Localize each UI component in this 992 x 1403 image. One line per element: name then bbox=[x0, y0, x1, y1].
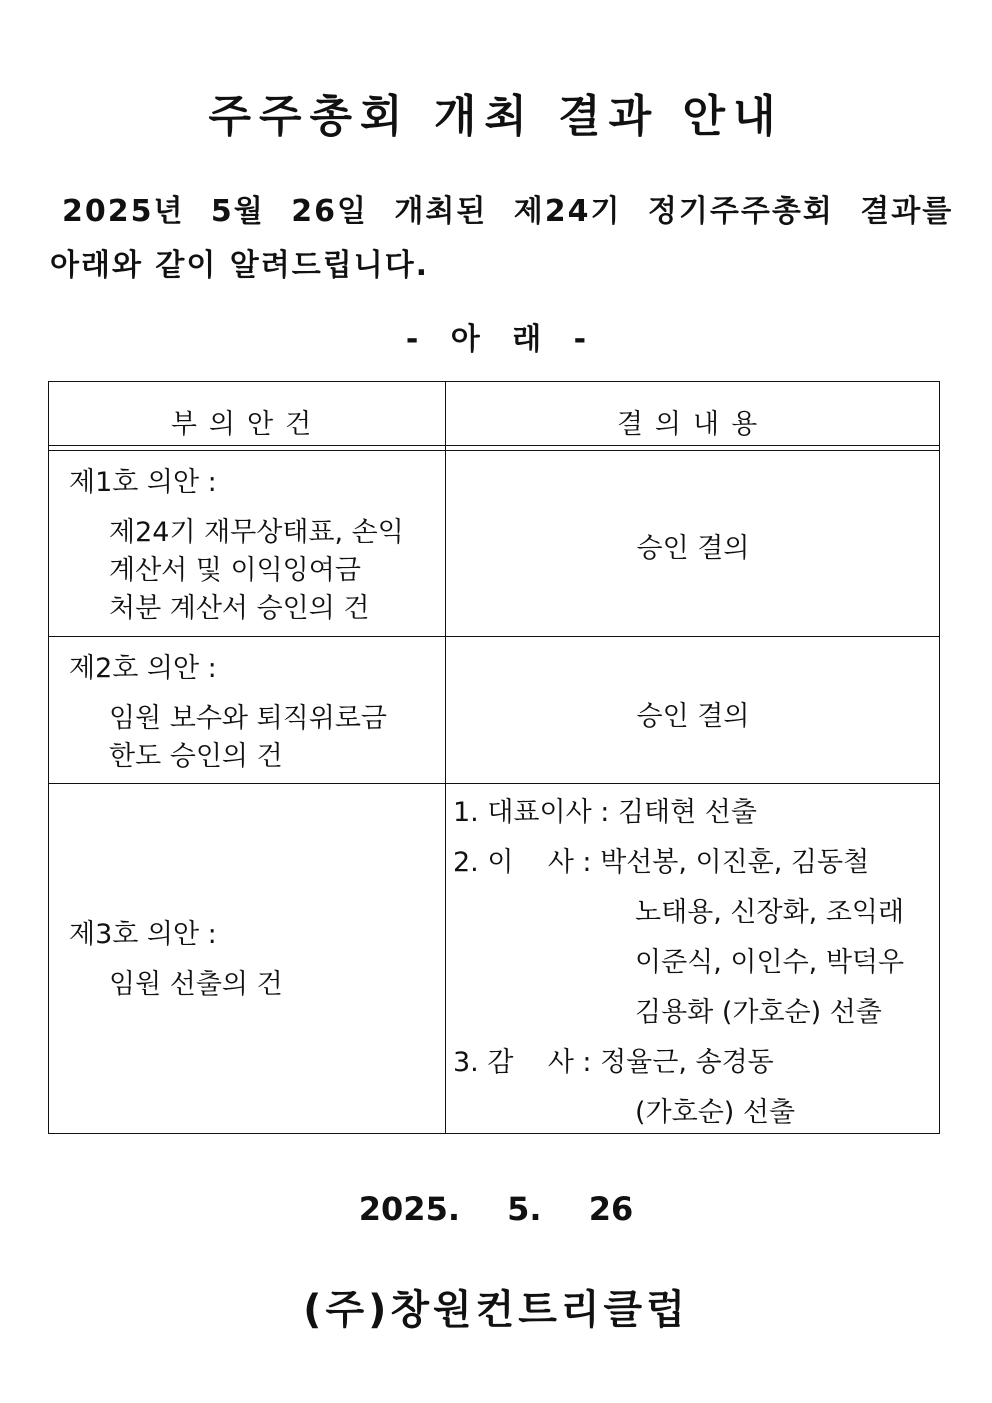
header-result: 결의내용 bbox=[616, 409, 770, 440]
intro-line-1: 2025년 5월 26일 개최된 제24기 정기주주총회 결과를 bbox=[62, 194, 954, 229]
row2-agenda-line: 한도 승인의 건 bbox=[109, 741, 283, 772]
row3-result-line: 김용화 (가호순) 선출 bbox=[635, 997, 882, 1028]
row2-agenda-title: 제2호 의안 : bbox=[69, 653, 217, 684]
column-divider bbox=[445, 382, 446, 1133]
row2-agenda bbox=[69, 650, 387, 776]
row1-agenda-line: 처분 계산서 승인의 건 bbox=[109, 593, 370, 624]
row3-agenda bbox=[69, 916, 283, 1004]
row3-result-line: 노태용, 신장화, 조익래 bbox=[635, 897, 905, 928]
document-title: 주주총회 개최 결과 안내 bbox=[208, 91, 784, 142]
row3-result-line: 3. 감 사 : 정율근, 송경동 bbox=[453, 1047, 774, 1078]
section-heading: - 아 래 - bbox=[405, 322, 587, 357]
row3-agenda-title: 제3호 의안 : bbox=[69, 919, 217, 950]
row1-agenda-line: 제24기 재무상태표, 손익 bbox=[109, 517, 404, 548]
header-agenda: 부의안건 bbox=[170, 409, 324, 440]
row-divider bbox=[49, 783, 939, 784]
resolution-table bbox=[48, 381, 940, 1134]
row2-agenda-line: 임원 보수와 퇴직위로금 bbox=[109, 703, 387, 734]
row-divider bbox=[49, 636, 939, 637]
row3-result-line: 1. 대표이사 : 김태현 선출 bbox=[453, 797, 757, 828]
company-name: (주)창원컨트리클럽 bbox=[303, 1287, 689, 1333]
row3-result-line: (가호순) 선출 bbox=[635, 1097, 796, 1128]
row1-agenda bbox=[69, 464, 404, 628]
issue-date: 2025. 5. 26 bbox=[358, 1190, 634, 1228]
row1-result: 승인 결의 bbox=[636, 533, 750, 564]
row3-agenda-line: 임원 선출의 건 bbox=[109, 969, 283, 1000]
row1-agenda-title: 제1호 의안 : bbox=[69, 467, 217, 498]
row3-result-line: 2. 이 사 : 박선봉, 이진훈, 김동철 bbox=[453, 847, 870, 878]
row2-result: 승인 결의 bbox=[636, 701, 750, 732]
row3-result bbox=[453, 788, 904, 1138]
row1-agenda-line: 계산서 및 이익잉여금 bbox=[109, 555, 361, 586]
intro-line-2: 아래와 같이 알려드립니다. bbox=[50, 248, 430, 283]
header-divider bbox=[49, 445, 939, 451]
row3-result-line: 이준식, 이인수, 박덕우 bbox=[635, 947, 905, 978]
